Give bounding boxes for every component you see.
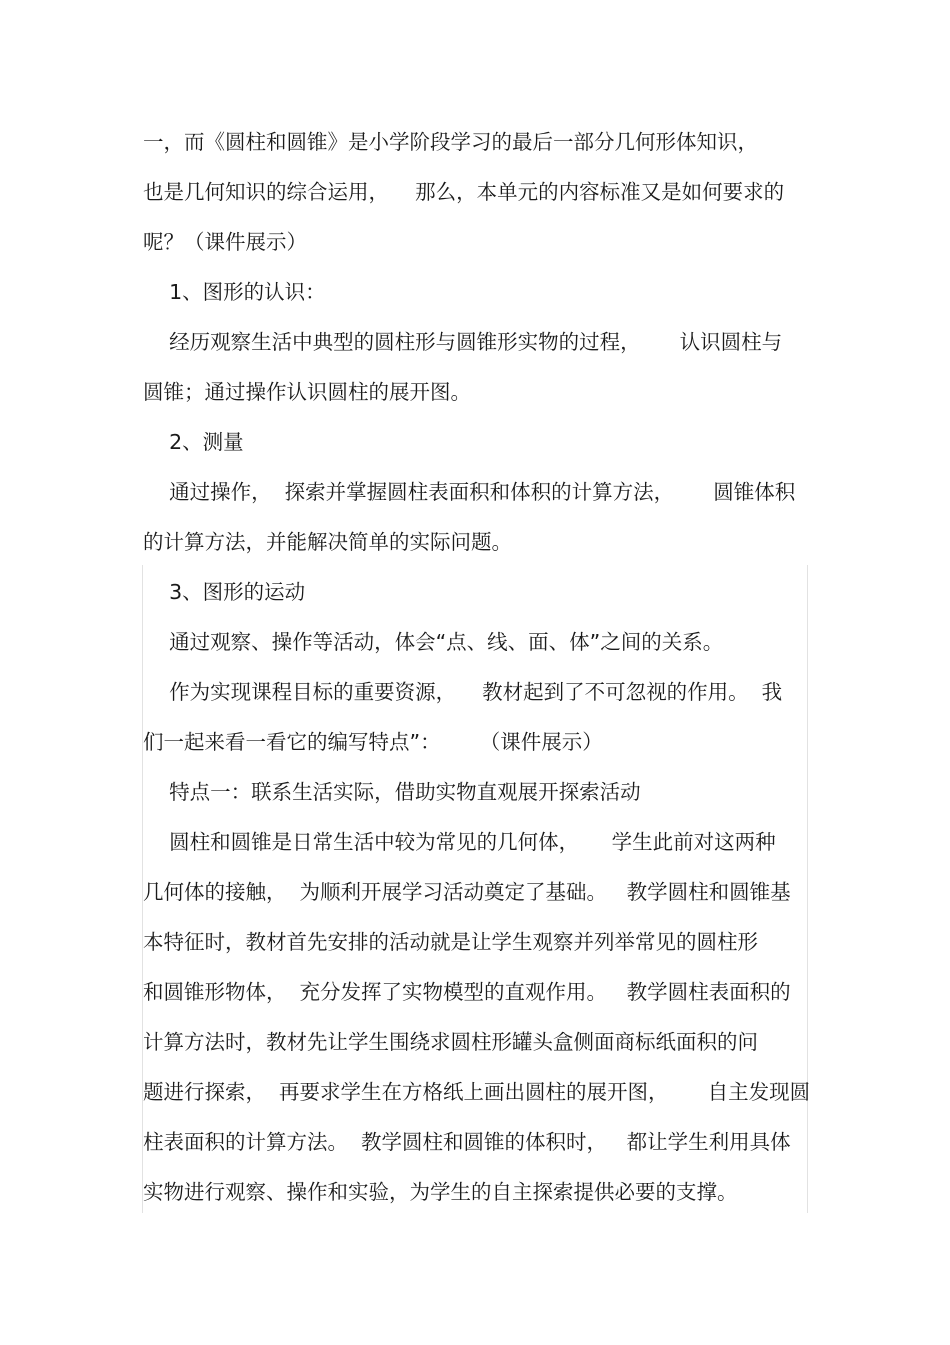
text-line: 题进行探索， 再要求学生在方格纸上画出圆柱的展开图， 自主发现圆	[143, 1080, 811, 1104]
text-line: 本特征时，教材首先安排的活动就是让学生观察并列举常见的圆柱形	[143, 930, 758, 954]
section-heading: 1、图形的认识：	[143, 280, 326, 304]
section-heading: 2、测量	[143, 430, 244, 454]
text-line: 圆柱和圆锥是日常生活中较为常见的几何体， 学生此前对这两种	[143, 830, 776, 854]
text-line: 作为实现课程目标的重要资源， 教材起到了不可忽视的作用。 我	[143, 680, 783, 704]
text-line: 经历观察生活中典型的圆柱形与圆锥形实物的过程， 认识圆柱与	[143, 330, 783, 354]
text-line: 也是几何知识的综合运用， 那么，本单元的内容标准又是如何要求的	[143, 180, 785, 204]
text-line: 一，而《圆柱和圆锥》是小学阶段学习的最后一部分几何形体知识，	[143, 130, 758, 154]
text-line: 呢？（课件展示）	[143, 230, 307, 254]
margin-rule-right	[807, 565, 808, 1213]
text-line: 柱表面积的计算方法。 教学圆柱和圆锥的体积时， 都让学生利用具体	[143, 1130, 791, 1154]
text-line: 计算方法时，教材先让学生围绕求圆柱形罐头盒侧面商标纸面积的问	[143, 1030, 758, 1054]
section-heading: 特点一：联系生活实际，借助实物直观展开探索活动	[143, 780, 641, 804]
text-line: 通过观察、操作等活动，体会“点、线、面、体”之间的关系。	[143, 630, 724, 654]
text-line: 们一起来看一看它的编写特点”： （课件展示）	[143, 730, 603, 754]
text-line: 和圆锥形物体， 充分发挥了实物模型的直观作用。 教学圆柱表面积的	[143, 980, 791, 1004]
text-line: 的计算方法，并能解决简单的实际问题。	[143, 530, 512, 554]
text-line: 几何体的接触， 为顺利开展学习活动奠定了基础。 教学圆柱和圆锥基	[143, 880, 791, 904]
text-line: 通过操作， 探索并掌握圆柱表面积和体积的计算方法， 圆锥体积	[143, 480, 796, 504]
section-heading: 3、图形的运动	[143, 580, 306, 604]
text-line: 圆锥；通过操作认识圆柱的展开图。	[143, 380, 471, 404]
text-line: 实物进行观察、操作和实验，为学生的自主探索提供必要的支撑。	[143, 1180, 738, 1204]
